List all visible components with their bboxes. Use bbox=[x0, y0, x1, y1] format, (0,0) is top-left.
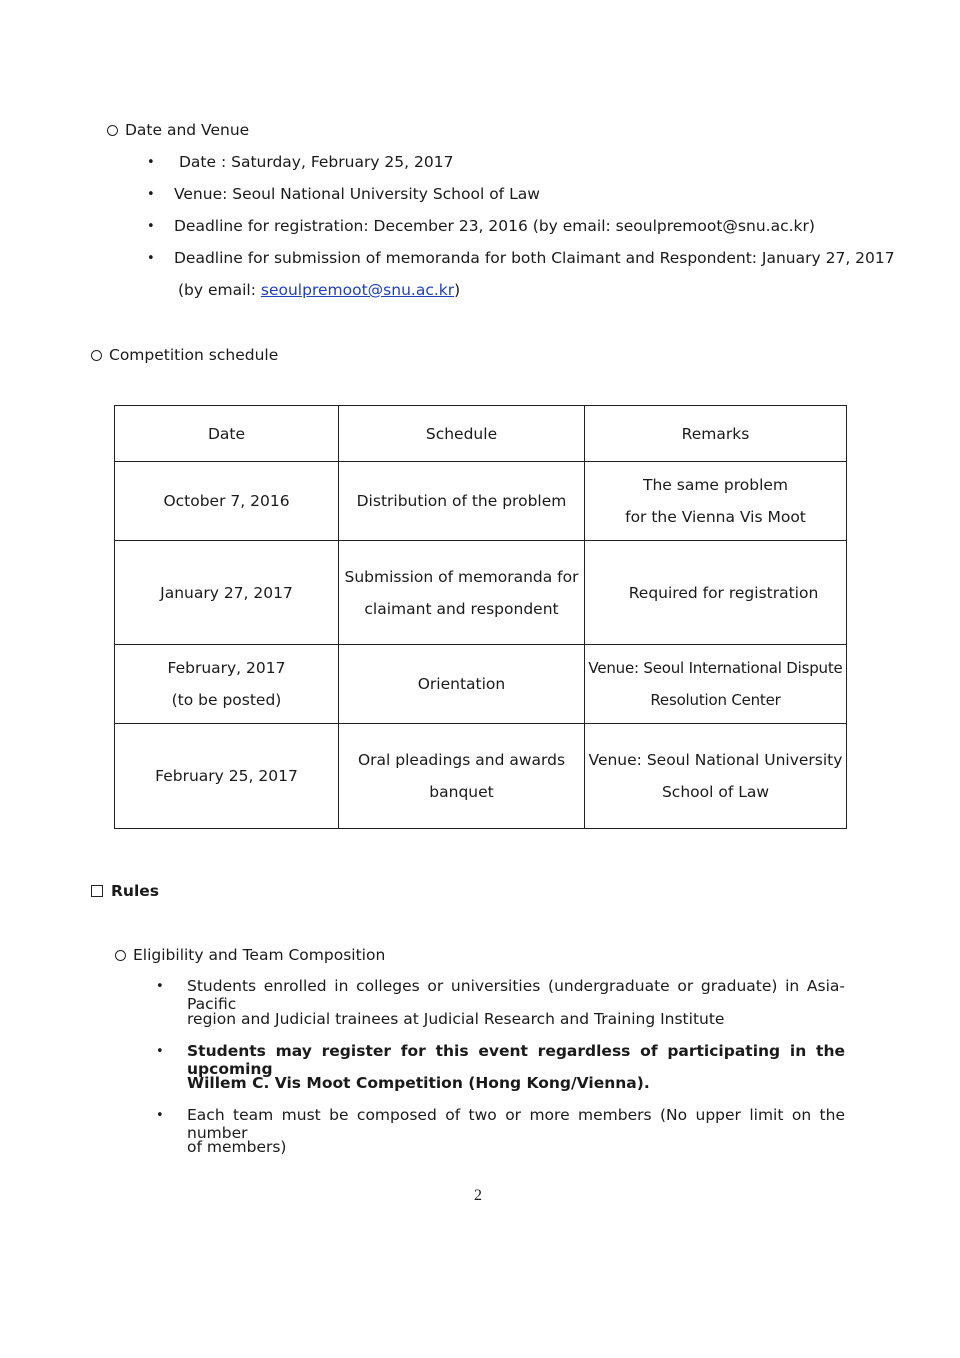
table-row bbox=[115, 724, 847, 829]
registration-note-line2: Willem C. Vis Moot Competition (Hong Kong/Vienna). bbox=[187, 1074, 650, 1092]
page-number: 2 bbox=[474, 1187, 482, 1204]
circle-bullet-icon bbox=[107, 125, 118, 136]
bullet-icon: • bbox=[147, 187, 155, 202]
table-row bbox=[115, 541, 847, 645]
circle-bullet-icon bbox=[115, 950, 126, 961]
rules-heading: Rules bbox=[91, 882, 159, 900]
bullet-icon: • bbox=[156, 1044, 164, 1059]
bullet-icon: • bbox=[147, 219, 155, 234]
bullet-icon: • bbox=[156, 979, 164, 994]
eligibility-item-line2: region and Judicial trainees at Judicial Research and Training Institute bbox=[187, 1010, 725, 1028]
date-venue-heading: Date and Venue bbox=[107, 121, 249, 139]
competition-schedule-heading: Competition schedule bbox=[91, 346, 278, 364]
memoranda-deadline-email-line: (by email: seoulpremoot@snu.ac.kr) bbox=[178, 281, 461, 299]
team-composition-line1: Each team must be composed of two or more members (No upper limit on the number bbox=[187, 1106, 845, 1142]
column-header-remarks: Remarks bbox=[585, 406, 847, 462]
date-cell: January 27, 2017 bbox=[115, 541, 339, 645]
schedule-cell: Oral pleadings and awards banquet bbox=[339, 724, 585, 829]
table-row bbox=[115, 462, 847, 541]
date-item: Date : Saturday, February 25, 2017 bbox=[179, 153, 454, 171]
eligibility-heading: Eligibility and Team Composition bbox=[115, 946, 385, 964]
bullet-icon: • bbox=[147, 251, 155, 266]
table-row bbox=[115, 645, 847, 724]
date-cell: February, 2017 (to be posted) bbox=[115, 645, 339, 724]
remarks-cell: Venue: Seoul National University School of Law bbox=[585, 724, 847, 829]
team-composition-line2: of members) bbox=[187, 1138, 287, 1156]
schedule-cell: Submission of memoranda for claimant and respondent bbox=[339, 541, 585, 645]
date-cell: October 7, 2016 bbox=[115, 462, 339, 541]
remarks-cell: Required for registration bbox=[585, 541, 847, 645]
venue-item: Venue: Seoul National University School of Law bbox=[174, 185, 540, 203]
square-bullet-icon bbox=[91, 885, 103, 897]
memoranda-deadline-item: Deadline for submission of memoranda for both Claimant and Respondent: January 27, 2017 bbox=[174, 249, 895, 267]
circle-bullet-icon bbox=[91, 350, 102, 361]
schedule-cell: Distribution of the problem bbox=[339, 462, 585, 541]
remarks-cell: The same problem for the Vienna Vis Moot bbox=[585, 462, 847, 541]
bullet-icon: • bbox=[156, 1108, 164, 1123]
table-header-row bbox=[115, 406, 847, 462]
email-link[interactable]: seoulpremoot@snu.ac.kr bbox=[260, 281, 455, 299]
registration-note-line1: Students may register for this event regardless of participating in the upcoming bbox=[187, 1042, 845, 1078]
registration-deadline-item: Deadline for registration: December 23, 2016 (by email: seoulpremoot@snu.ac.kr) bbox=[174, 217, 815, 235]
remarks-cell: Venue: Seoul International Dispute Resolution Center bbox=[585, 645, 847, 724]
schedule-table bbox=[114, 405, 847, 829]
schedule-cell: Orientation bbox=[339, 645, 585, 724]
bullet-icon: • bbox=[147, 155, 155, 170]
column-header-schedule: Schedule bbox=[339, 406, 585, 462]
column-header-date: Date bbox=[115, 406, 339, 462]
date-cell: February 25, 2017 bbox=[115, 724, 339, 829]
eligibility-item-line1: Students enrolled in colleges or universities (undergraduate or graduate) in Asia-Pacific bbox=[187, 977, 845, 1013]
